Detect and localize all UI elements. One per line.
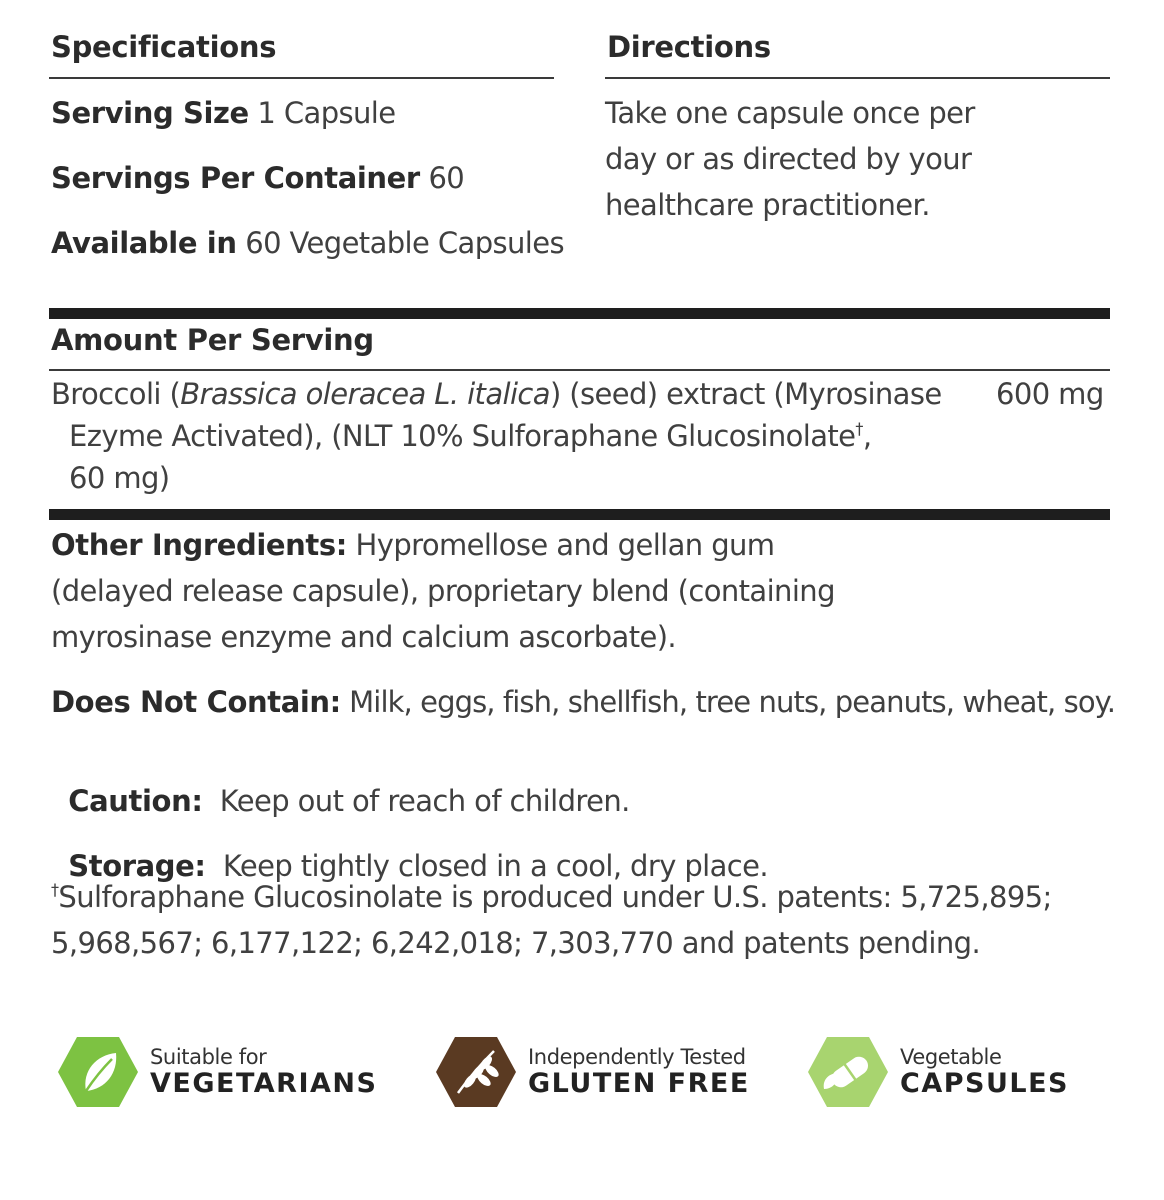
directions-heading: Directions — [607, 30, 771, 64]
amount-per-serving-heading: Amount Per Serving — [51, 323, 374, 357]
badge-vegetable-capsules-big: CAPSULES — [900, 1068, 1069, 1099]
capsule-icon — [806, 1035, 890, 1109]
servings-value: 60 — [419, 161, 465, 195]
other-ingredients-text-1: Hypromellose and gellan gum — [346, 528, 775, 562]
other-ingredients-label: Other Ingredients: — [51, 528, 347, 562]
badge-vegetarians — [56, 1035, 377, 1109]
badge-vegetarians-big: VEGETARIANS — [150, 1068, 378, 1099]
specifications-rule — [49, 77, 554, 79]
ingredient-latin-name: Brassica oleracea L. italica — [180, 377, 550, 411]
dagger-mark: † — [855, 419, 863, 438]
directions-line-1: Take one capsule once per — [605, 96, 975, 130]
ingredient-name-line-1 — [51, 377, 942, 411]
badge-gluten-free-small: Independently Tested — [528, 1045, 746, 1069]
storage-label: Storage: — [68, 849, 206, 883]
available-label: Available in — [51, 226, 237, 260]
other-ingredients-line-3: myrosinase enzyme and calcium ascorbate). — [51, 620, 677, 654]
ingredient-line2-end: , — [862, 419, 872, 453]
badge-gluten-free-big: GLUTEN FREE — [528, 1068, 750, 1099]
directions-line-2: day or as directed by your — [605, 142, 972, 176]
ingredient-name-start: Broccoli ( — [51, 377, 181, 411]
table-bottom-rule — [49, 509, 1110, 520]
other-ingredients-line-1 — [51, 528, 774, 562]
other-ingredients-line-2: (delayed release capsule), proprietary blend (containing — [51, 574, 835, 608]
footnote-dagger: † — [51, 880, 59, 899]
storage-line — [51, 815, 768, 883]
caution-label: Caution: — [68, 784, 203, 818]
available-value: 60 Vegetable Capsules — [236, 226, 565, 260]
footnote-line-1 — [51, 880, 1052, 914]
serving-size-line — [51, 96, 396, 130]
specifications-heading: Specifications — [51, 30, 277, 64]
ingredient-line2-text: Ezyme Activated), (NLT 10% Sulforaphane Glucosinolate — [69, 419, 856, 453]
does-not-contain-label: Does Not Contain: — [51, 685, 341, 719]
available-in-line — [51, 226, 564, 260]
badge-gluten-free — [434, 1035, 750, 1109]
servings-per-container-line — [51, 161, 464, 195]
badge-vegetarians-small: Suitable for — [150, 1045, 267, 1069]
does-not-contain-line — [51, 685, 1115, 719]
caution-line — [51, 750, 630, 818]
ingredient-name-line-3: 60 mg) — [69, 461, 170, 495]
ingredient-amount: 600 mg — [996, 377, 1104, 411]
table-header-rule — [49, 369, 1110, 371]
serving-size-value: 1 Capsule — [248, 96, 396, 130]
footnote-line-2: 5,968,567; 6,177,122; 6,242,018; 7,303,770 and patents pending. — [51, 926, 981, 960]
badge-vegetable-capsules-small: Vegetable — [900, 1045, 1002, 1069]
leaf-icon — [56, 1035, 140, 1109]
badge-vegetable-capsules — [806, 1035, 1069, 1109]
ingredient-name-line-2 — [69, 419, 871, 453]
directions-line-3: healthcare practitioner. — [605, 188, 930, 222]
table-top-rule — [49, 308, 1110, 319]
footnote-text-1: Sulforaphane Glucosinolate is produced under U.S. patents: 5,725,895; — [58, 880, 1052, 914]
ingredient-name-end: ) (seed) extract (Myrosinase — [549, 377, 942, 411]
storage-value: Keep tightly closed in a cool, dry place. — [205, 849, 769, 883]
servings-label: Servings Per Container — [51, 161, 420, 195]
directions-rule — [605, 77, 1110, 79]
caution-value: Keep out of reach of children. — [202, 784, 630, 818]
serving-size-label: Serving Size — [51, 96, 249, 130]
does-not-contain-value: Milk, eggs, fish, shellfish, tree nuts, peanuts, wheat, soy. — [340, 685, 1116, 719]
wheat-icon — [434, 1035, 518, 1109]
